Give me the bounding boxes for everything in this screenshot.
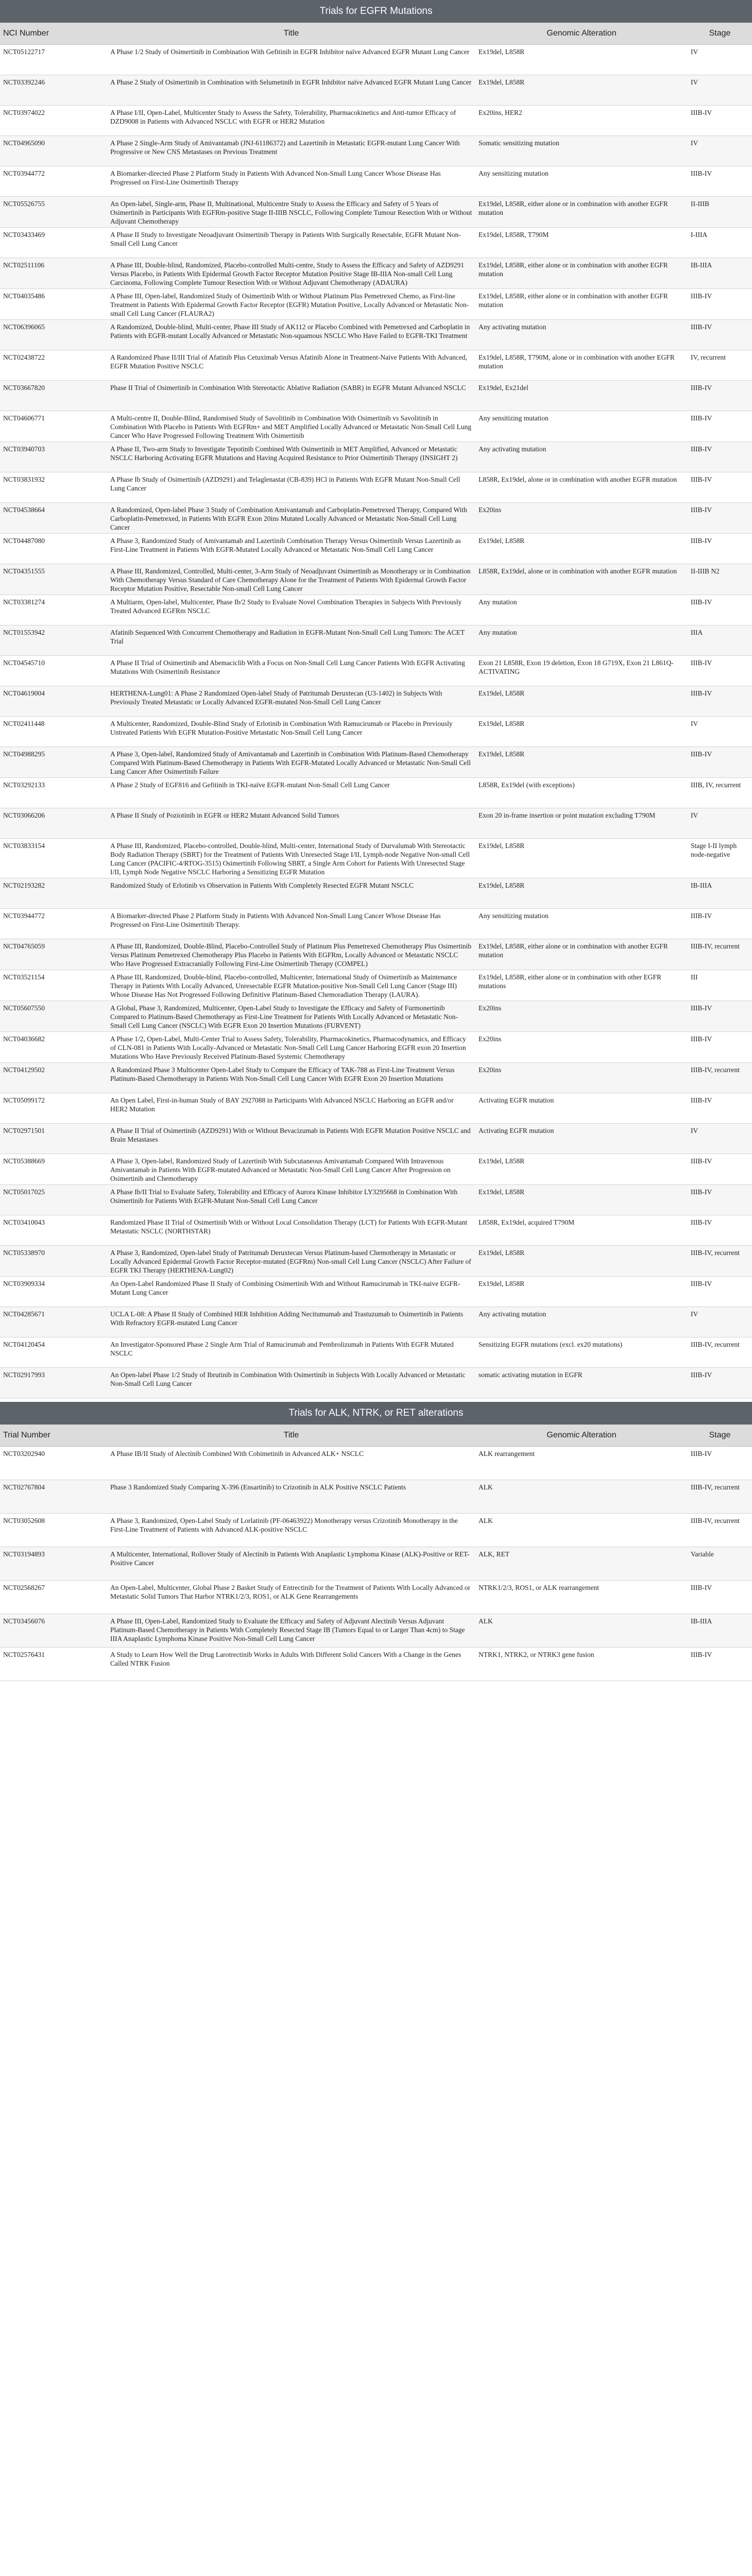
table-row [0, 1277, 752, 1307]
stage-cell: IIIA [688, 625, 752, 656]
trial-number-cell: NCT03521154 [0, 970, 107, 1001]
table-row [0, 136, 752, 166]
table-row [0, 1447, 752, 1480]
title-cell: A Randomized Phase II/III Trial of Afatinib Plus Cetuximab Versus Afatinib Alone in Treatment-Naive Patients With Advanced, EGFR Mutation Positive NSCLC [107, 350, 475, 381]
table-row [0, 350, 752, 381]
table-title-row [0, 1402, 752, 1425]
genomic-alteration-cell: Ex19del, L858R [475, 1246, 688, 1277]
stage-cell: IIIB-IV [688, 1581, 752, 1614]
genomic-alteration-cell: ALK [475, 1514, 688, 1547]
spacer [0, 1398, 752, 1402]
trial-number-cell: NCT04120454 [0, 1337, 107, 1368]
genomic-alteration-cell: Ex19del, L858R, either alone or in combination with another EGFR mutation [475, 197, 688, 228]
stage-cell: IIIB-IV, recurrent [688, 1246, 752, 1277]
stage-cell: IV [688, 1124, 752, 1154]
stage-cell: IIIB-IV [688, 595, 752, 625]
alk-ntrk-ret-trials-table [0, 1402, 752, 1681]
header-nci-number: NCI Number [0, 23, 107, 45]
header-stage: Stage [688, 1425, 752, 1447]
title-cell: An Open-label, Single-arm, Phase II, Multinational, Multicentre Study to Assess the Efficacy and Safety of 5 Years of Osimertinib in Participants With EGFRm-positive Stage II-IIIB NSCLC, Following Complete Tumour Resection With or Without Adjuvant Chemotherapy [107, 197, 475, 228]
title-cell: A Biomarker-directed Phase 2 Platform Study in Patients With Advanced Non-Small Lung Cancer Whose Disease Has Progressed on First-Line Osimertinib Therapy [107, 166, 475, 197]
column-header-row [0, 23, 752, 45]
genomic-alteration-cell: L858R, Ex19del, acquired T790M [475, 1215, 688, 1246]
genomic-alteration-cell: somatic activating mutation in EGFR [475, 1368, 688, 1398]
genomic-alteration-cell: Any activating mutation [475, 320, 688, 350]
stage-cell: IIIB-IV [688, 1185, 752, 1215]
stage-cell: IIIB-IV [688, 320, 752, 350]
trial-number-cell: NCT04487080 [0, 534, 107, 564]
table-row [0, 503, 752, 534]
trial-number-cell: NCT03833154 [0, 839, 107, 878]
trial-number-cell: NCT02576431 [0, 1648, 107, 1681]
table-row [0, 534, 752, 564]
genomic-alteration-cell: Ex19del, L858R, T790M [475, 228, 688, 258]
trial-number-cell: NCT02411448 [0, 717, 107, 747]
title-cell: A Phase I/II, Open-Label, Multicenter Study to Assess the Safety, Tolerability, Pharmacokinetics and Anti-tumor Efficacy of DZD9008 in Patients with Advanced NSCLC with EGFR or HER2 Mutation [107, 106, 475, 136]
trial-number-cell: NCT03667820 [0, 381, 107, 411]
title-cell: A Randomized, Double-blind, Multi-center, Phase III Study of AK112 or Placebo Combined with Pemetrexed and Carboplatin in Patients with EGFR-mutant Locally Advanced or Metastatic Non-squamous NSCLC Who Have Failed to EGFR-TKI Treatment [107, 320, 475, 350]
genomic-alteration-cell: L858R, Ex19del (with exceptions) [475, 778, 688, 808]
stage-cell: II-IIIB N2 [688, 564, 752, 595]
stage-cell: IIIB-IV [688, 1032, 752, 1063]
trial-number-cell: NCT03410043 [0, 1215, 107, 1246]
table-row [0, 939, 752, 970]
title-cell: A Phase 3, Open-label, Randomized Study of Amivantamab and Lazertinib in Combination With Platinum-Based Chemotherapy Compared With Platinum-Based Chemotherapy in Patients With EGFR-Mutated Locally Advanced or Metastatic Non-Small Cell Lung Cancer After Osimertinib Failure [107, 747, 475, 778]
stage-cell: IIIB-IV [688, 1648, 752, 1681]
table-row [0, 472, 752, 503]
table-row [0, 258, 752, 289]
stage-cell: IV [688, 808, 752, 839]
trial-number-cell: NCT03974022 [0, 106, 107, 136]
table-row [0, 442, 752, 472]
genomic-alteration-cell: ALK rearrangement [475, 1447, 688, 1480]
table-row [0, 381, 752, 411]
title-cell: A Randomized Phase 3 Multicenter Open-Label Study to Compare the Efficacy of TAK-788 as First-Line Treatment Versus Platinum-Based Chemotherapy in Patients With Non-Small Cell Lung Cancer With EGFR Exon 20 Insertion Mutations [107, 1063, 475, 1093]
table-row [0, 1614, 752, 1648]
stage-cell: IV [688, 717, 752, 747]
table-row [0, 625, 752, 656]
genomic-alteration-cell: Ex20ins [475, 1032, 688, 1063]
table-row [0, 1307, 752, 1337]
table-row [0, 1093, 752, 1124]
stage-cell: IIIB-IV [688, 106, 752, 136]
table-row [0, 1063, 752, 1093]
egfr-table-title: Trials for EGFR Mutations [0, 0, 752, 23]
genomic-alteration-cell: Ex19del, L858R [475, 878, 688, 909]
trial-number-cell: NCT03066206 [0, 808, 107, 839]
table-row [0, 106, 752, 136]
trial-number-cell: NCT04619004 [0, 686, 107, 717]
genomic-alteration-cell: Any mutation [475, 625, 688, 656]
genomic-alteration-cell: Ex19del, L858R [475, 534, 688, 564]
stage-cell: IIIB-IV [688, 381, 752, 411]
header-trial-number: Trial Number [0, 1425, 107, 1447]
stage-cell: I-IIIA [688, 228, 752, 258]
trial-number-cell: NCT04606771 [0, 411, 107, 442]
table-row [0, 747, 752, 778]
trial-number-cell: NCT03392246 [0, 75, 107, 106]
table-row [0, 1581, 752, 1614]
genomic-alteration-cell: Activating EGFR mutation [475, 1093, 688, 1124]
stage-cell: IIIB-IV [688, 1001, 752, 1032]
genomic-alteration-cell: Ex19del, L858R, either alone or in combination with another EGFR mutation [475, 289, 688, 320]
genomic-alteration-cell: L858R, Ex19del, alone or in combination with another EGFR mutation [475, 472, 688, 503]
title-cell: A Multicenter, Randomized, Double-Blind Study of Erlotinib in Combination With Ramucirumab or Placebo in Previously Untreated Patients With EGFR Mutation-Positive Metastatic Non-Small Cell Lung Cancer [107, 717, 475, 747]
stage-cell: IIIB-IV [688, 534, 752, 564]
table-row [0, 656, 752, 686]
stage-cell: IIIB-IV [688, 166, 752, 197]
title-cell: A Phase 2 Study of EGF816 and Gefitinib in TKI-naïve EGFR-mutant Non-Small Cell Lung Cancer [107, 778, 475, 808]
genomic-alteration-cell: Ex19del, L858R [475, 839, 688, 878]
title-cell: A Phase 2 Single-Arm Study of Amivantamab (JNJ-61186372) and Lazertinib in Metastatic EGFR-mutant Lung Cancer With Progressive or New CNS Metastases on Previous Treatment [107, 136, 475, 166]
stage-cell: IIIB-IV [688, 1215, 752, 1246]
stage-cell: IIIB-IV [688, 289, 752, 320]
genomic-alteration-cell: Ex19del, L858R [475, 45, 688, 75]
trial-number-cell: NCT04538664 [0, 503, 107, 534]
title-cell: A Phase 2 Study of Osimertinib in Combination with Selumetinib in EGFR Inhibitor naïve Advanced EGFR Mutant Lung Cancer [107, 75, 475, 106]
table-row [0, 717, 752, 747]
table-title-row [0, 0, 752, 23]
trial-number-cell: NCT02971501 [0, 1124, 107, 1154]
trial-number-cell: NCT03940703 [0, 442, 107, 472]
gap [0, 1398, 752, 1402]
trial-number-cell: NCT05607550 [0, 1001, 107, 1032]
stage-cell: IIIB-IV [688, 656, 752, 686]
table-row [0, 166, 752, 197]
title-cell: A Phase II Trial of Osimertinib (AZD9291) With or Without Bevacizumab in Patients With EGFR Mutation Positive NSCLC and Brain Metastases [107, 1124, 475, 1154]
genomic-alteration-cell: Ex19del, L858R [475, 1154, 688, 1185]
stage-cell: IIIB-IV, recurrent [688, 1514, 752, 1547]
header-genomic-alteration: Genomic Alteration [475, 23, 688, 45]
title-cell: A Phase Ib Study of Osimertinib (AZD9291) and Telaglenastat (CB-839) HCl in Patients With EGFR Mutant Non-Small Cell Lung Cancer [107, 472, 475, 503]
table-row [0, 45, 752, 75]
table-row [0, 1124, 752, 1154]
stage-cell: IV [688, 45, 752, 75]
trial-number-cell: NCT03194893 [0, 1547, 107, 1581]
title-cell: An Investigator-Sponsored Phase 2 Single Arm Trial of Ramucirumab and Pembrolizumab in Patients With EGFR Mutated NSCLC [107, 1337, 475, 1368]
table-row [0, 686, 752, 717]
genomic-alteration-cell: ALK [475, 1614, 688, 1648]
trial-number-cell: NCT04351555 [0, 564, 107, 595]
table-row [0, 595, 752, 625]
title-cell: Phase II Trial of Osimertinib in Combination With Stereotactic Ablative Radiation (SABR) in EGFR Mutant Advanced NSCLC [107, 381, 475, 411]
table-row [0, 197, 752, 228]
table-row [0, 1337, 752, 1368]
genomic-alteration-cell: L858R, Ex19del, alone or in combination with another EGFR mutation [475, 564, 688, 595]
stage-cell: III [688, 970, 752, 1001]
stage-cell: IIIB-IV [688, 442, 752, 472]
trial-number-cell: NCT05338970 [0, 1246, 107, 1277]
trial-number-cell: NCT01553942 [0, 625, 107, 656]
stage-cell: IV [688, 1307, 752, 1337]
genomic-alteration-cell: Ex19del, Ex21del [475, 381, 688, 411]
table-row [0, 564, 752, 595]
trial-number-cell: NCT05526755 [0, 197, 107, 228]
table-row [0, 909, 752, 939]
table-row [0, 878, 752, 909]
table-row [0, 1001, 752, 1032]
stage-cell: IIIB-IV [688, 909, 752, 939]
stage-cell: Variable [688, 1547, 752, 1581]
title-cell: Phase 3 Randomized Study Comparing X-396 (Ensartinib) to Crizotinib in ALK Positive NSCLC Patients [107, 1480, 475, 1514]
title-cell: A Phase III, Double-blind, Randomized, Placebo-controlled Multi-centre, Study to Assess the Efficacy and Safety of AZD9291 Versus Placebo, in Patients With Epidermal Growth Factor Receptor Mutation Positive Stage IB-IIIA Non-small Cell Lung Carcinoma, Following Complete Tumour Resection With or Without Adjuvant Chemotherapy (ADAURA) [107, 258, 475, 289]
trial-number-cell: NCT02568267 [0, 1581, 107, 1614]
stage-cell: IIIB-IV, recurrent [688, 1063, 752, 1093]
title-cell: A Multi-centre II, Double-Blind, Randomised Study of Savolitinib in Combination With Osimertinib vs Savolitinib in Combination With Placebo in Patients With EGFRm+ and MET Amplified Locally Advanced or Metastatic Non-Small Cell Lung Cancer Who Have Progressed Following Treatment With Osimertinib [107, 411, 475, 442]
title-cell: A Randomized, Open-label Phase 3 Study of Combination Amivantamab and Carboplatin-Pemetrexed Therapy, Compared With Carboplatin-Pemetrexed, in Patients With EGFR Exon 20ins Mutated Locally Advanced or Metastatic Non-Small Cell Lung Cancer [107, 503, 475, 534]
genomic-alteration-cell: Ex19del, L858R, either alone or in combination with other EGFR mutations [475, 970, 688, 1001]
stage-cell: IIIB-IV [688, 411, 752, 442]
stage-cell: IV [688, 136, 752, 166]
genomic-alteration-cell: Any sensitizing mutation [475, 166, 688, 197]
title-cell: Randomized Study of Erlotinib vs Observation in Patients With Completely Resected EGFR Mutant NSCLC [107, 878, 475, 909]
table-row [0, 411, 752, 442]
trial-number-cell: NCT03456076 [0, 1614, 107, 1648]
table-row [0, 1215, 752, 1246]
trial-number-cell: NCT04988295 [0, 747, 107, 778]
title-cell: A Multiarm, Open-label, Multicenter, Phase Ib/2 Study to Evaluate Novel Combination Therapies in Subjects With Previously Treated Advanced EGFRm NSCLC [107, 595, 475, 625]
trial-number-cell: NCT03292133 [0, 778, 107, 808]
title-cell: A Phase III, Randomized, Double-Blind, Placebo-Controlled Study of Platinum Plus Pemetrexed Chemotherapy Plus Osimertinib Versus Platinum Pemetrexed Chemotherapy Plus Placebo in Patients With EGFRm, Locally Advanced or Metastatic NSCLC Who Have Progressed Extracranially Following First-Line Osimertinib Therapy (COMPEL) [107, 939, 475, 970]
stage-cell: IIIB-IV [688, 1093, 752, 1124]
title-cell: A Study to Learn How Well the Drug Larotrectinib Works in Adults With Different Solid Cancers With a Change in the Genes Called NTRK Fusion [107, 1648, 475, 1681]
trial-number-cell: NCT02917993 [0, 1368, 107, 1398]
stage-cell: IIIB-IV, recurrent [688, 939, 752, 970]
genomic-alteration-cell: Any sensitizing mutation [475, 411, 688, 442]
stage-cell: IB-IIIA [688, 258, 752, 289]
title-cell: An Open-label Phase 1/2 Study of Ibrutinib in Combination With Osimertinib in Subjects With Locally Advanced or Metastatic Non-Small Cell Lung Cancer [107, 1368, 475, 1398]
trial-number-cell: NCT02767804 [0, 1480, 107, 1514]
genomic-alteration-cell: Ex20ins, HER2 [475, 106, 688, 136]
genomic-alteration-cell: Ex20ins [475, 503, 688, 534]
header-title: Title [107, 23, 475, 45]
stage-cell: Stage I-II lymph node-negative [688, 839, 752, 878]
title-cell: A Global, Phase 3, Randomized, Multicenter, Open-Label Study to Investigate the Efficacy and Safety of Furmonertinib Compared to Platinum-Based Chemotherapy as First-Line Treatment for Patients With Locally Advanced or Metastatic Non-Small Cell Lung Cancer (NSCLC) With EGFR Exon 20 Insertion Mutations (FURVENT) [107, 1001, 475, 1032]
genomic-alteration-cell: Ex19del, L858R, T790M, alone or in combination with another EGFR mutation [475, 350, 688, 381]
table-row [0, 1514, 752, 1547]
title-cell: A Phase III, Randomized, Double-blind, Placebo-controlled, Multicenter, International Study of Osimertinib as Maintenance Therapy in Patients With Locally Advanced, Unresectable EGFR Mutation-positive Non-Small Cell Lung Cancer (Stage III) Whose Disease Has Not Progressed Following Definitive Platinum-Based Chemoradiation Therapy (LAURA). [107, 970, 475, 1001]
title-cell: An Open-Label Randomized Phase II Study of Combining Osimertinib With and Without Ramucirumab in TKI-naive EGFR-Mutant Lung Cancer [107, 1277, 475, 1307]
table-row [0, 1368, 752, 1398]
table-row [0, 970, 752, 1001]
title-cell: A Multicenter, International, Rollover Study of Alectinib in Patients With Anaplastic Lymphoma Kinase (ALK)-Positive or RET-Positive Cancer [107, 1547, 475, 1581]
genomic-alteration-cell: Ex19del, L858R [475, 747, 688, 778]
trial-number-cell: NCT04965090 [0, 136, 107, 166]
genomic-alteration-cell: Ex19del, L858R [475, 1277, 688, 1307]
alk-table-title: Trials for ALK, NTRK, or RET alterations [0, 1402, 752, 1425]
stage-cell: IV, recurrent [688, 350, 752, 381]
trial-number-cell: NCT03052608 [0, 1514, 107, 1547]
table-row [0, 1547, 752, 1581]
title-cell: A Phase 3, Randomized, Open-label Study of Patritumab Deruxtecan Versus Platinum-based Chemotherapy in Metastatic or Locally Advanced Epidermal Growth Factor Receptor-mutated (EGFRm) Non-small Cell Lung Cancer (NSCLC) After Failure of EGFR TKI Therapy (HERTHENA-Lung02) [107, 1246, 475, 1277]
stage-cell: II-IIIB [688, 197, 752, 228]
genomic-alteration-cell: Activating EGFR mutation [475, 1124, 688, 1154]
title-cell: Afatinib Sequenced With Concurrent Chemotherapy and Radiation in EGFR-Mutant Non-Small Cell Lung Tumors: The ACET Trial [107, 625, 475, 656]
alk-table-body [0, 1447, 752, 1681]
genomic-alteration-cell: ALK, RET [475, 1547, 688, 1581]
title-cell: A Phase III, Randomized, Controlled, Multi-center, 3-Arm Study of Neoadjuvant Osimertinib as Monotherapy or in Combination With Chemotherapy Versus Standard of Care Chemotherapy Alone for the Treatment of Patients With Epidermal Growth Factor Receptor Mutation Positive, Resectable Non-small Cell Lung Cancer [107, 564, 475, 595]
trial-number-cell: NCT06396065 [0, 320, 107, 350]
title-cell: A Phase 3, Randomized, Open-Label Study of Lorlatinib (PF-06463922) Monotherapy versus Crizotinib Monotherapy in the First-Line Treatment of Patients with Advanced ALK-positive NSCLC [107, 1514, 475, 1547]
trial-number-cell: NCT03381274 [0, 595, 107, 625]
stage-cell: IIIB-IV [688, 503, 752, 534]
trial-number-cell: NCT05388669 [0, 1154, 107, 1185]
header-genomic-alteration: Genomic Alteration [475, 1425, 688, 1447]
table-row [0, 1032, 752, 1063]
genomic-alteration-cell: Ex19del, L858R, either alone or in combination with another EGFR mutation [475, 939, 688, 970]
stage-cell: IB-IIIA [688, 878, 752, 909]
stage-cell: IIIB-IV [688, 686, 752, 717]
header-stage: Stage [688, 23, 752, 45]
trial-number-cell: NCT03944772 [0, 166, 107, 197]
header-title: Title [107, 1425, 475, 1447]
title-cell: A Phase II Trial of Osimertinib and Abemaciclib With a Focus on Non-Small Cell Lung Cancer Patients With EGFR Activating Mutations With Osimertinib Resistance [107, 656, 475, 686]
title-cell: A Phase Ib/II Trial to Evaluate Safety, Tolerability and Efficacy of Aurora Kinase Inhibitor LY3295668 in Combination With Osimertinib for Patients With EGFR-Mutant Non-Small Cell Lung Cancer [107, 1185, 475, 1215]
table-row [0, 320, 752, 350]
genomic-alteration-cell: Any mutation [475, 595, 688, 625]
trial-number-cell: NCT03909334 [0, 1277, 107, 1307]
genomic-alteration-cell: Ex19del, L858R, either alone or in combination with another EGFR mutation [475, 258, 688, 289]
title-cell: A Phase 3, Open-label, Randomized Study of Lazertinib With Subcutaneous Amivantamab Compared With Intravenous Amivantamab in Patients With EGFR-mutated Advanced or Metastatic Non-Small Cell Lung Cancer After Progression on Osimertinib and Chemotherapy [107, 1154, 475, 1185]
title-cell: HERTHENA-Lung01: A Phase 2 Randomized Open-label Study of Patritumab Deruxtecan (U3-1402) in Subjects With Previously Treated Metastatic or Locally Advanced EGFR-mutated Non-Small Cell Lung Cancer [107, 686, 475, 717]
table-row [0, 1154, 752, 1185]
trial-number-cell: NCT04545710 [0, 656, 107, 686]
stage-cell: IIIB-IV [688, 1277, 752, 1307]
trial-number-cell: NCT03433469 [0, 228, 107, 258]
title-cell: An Open-Label, Multicenter, Global Phase 2 Basket Study of Entrectinib for the Treatment of Patients With Locally Advanced or Metastatic Solid Tumors That Harbor NTRK1/2/3, ROS1, or ALK Gene Rearrangements [107, 1581, 475, 1614]
title-cell: A Phase II, Two-arm Study to Investigate Tepotinib Combined With Osimertinib in MET Amplified, Advanced or Metastatic NSCLC Harboring Activating EGFR Mutations and Having Acquired Resistance to Prior Osimertinib Therapy (INSIGHT 2) [107, 442, 475, 472]
title-cell: An Open Label, First-in-human Study of BAY 2927088 in Participants With Advanced NSCLC Harboring an EGFR and/or HER2 Mutation [107, 1093, 475, 1124]
title-cell: A Phase III, Open-label, Randomized Study of Osimertinib With or Without Platinum Plus Pemetrexed Chemo, as First-line Treatment in Patients With Epidermal Growth Factor Receptor (EGFR) Mutation Positive, Locally Advanced or Metastatic Non-small Cell Lung Cancer (FLAURA2) [107, 289, 475, 320]
title-cell: A Phase II Study of Poziotinib in EGFR or HER2 Mutant Advanced Solid Tumors [107, 808, 475, 839]
title-cell: A Phase 3, Randomized Study of Amivantamab and Lazertinib Combination Therapy Versus Osimertinib Versus Lazertinib as First-Line Treatment in Patients With EGFR-Mutated Locally Advanced or Metastatic Non-Small Cell Lung Cancer [107, 534, 475, 564]
table-row [0, 75, 752, 106]
table-row [0, 1480, 752, 1514]
genomic-alteration-cell: Ex19del, L858R [475, 1185, 688, 1215]
trial-number-cell: NCT04765059 [0, 939, 107, 970]
stage-cell: IIIB-IV [688, 472, 752, 503]
title-cell: Randomized Phase II Trial of Osimertinib With or Without Local Consolidation Therapy (LCT) for Patients With EGFR-Mutant Metastatic NSCLC (NORTHSTAR) [107, 1215, 475, 1246]
genomic-alteration-cell: Ex20ins [475, 1001, 688, 1032]
trial-number-cell: NCT04035486 [0, 289, 107, 320]
title-cell: A Phase IB/II Study of Alectinib Combined With Cobimetinib in Advanced ALK+ NSCLC [107, 1447, 475, 1480]
table-row [0, 778, 752, 808]
trial-number-cell: NCT03944772 [0, 909, 107, 939]
table-row [0, 1648, 752, 1681]
title-cell: A Phase III, Randomized, Placebo-controlled, Double-blind, Multi-center, International Study of Durvalumab With Stereotactic Body Radiation Therapy (SBRT) for the Treatment of Patients With Unresected Stage I/II, Lymph-node Negative Non-small Cell Lung Cancer (PACIFIC-4/RTOG-3515) Osimertinib Following SBRT, a Single Arm Cohort for Patients With Unresected Stage I/II, Lymph Node Negative NSCLC Harboring a Sensitizing EGFR Mutation [107, 839, 475, 878]
genomic-alteration-cell: Ex19del, L858R [475, 75, 688, 106]
genomic-alteration-cell: Any sensitizing mutation [475, 909, 688, 939]
stage-cell: IB-IIIA [688, 1614, 752, 1648]
genomic-alteration-cell: Ex19del, L858R [475, 686, 688, 717]
genomic-alteration-cell: ALK [475, 1480, 688, 1514]
stage-cell: IIIB-IV, recurrent [688, 1337, 752, 1368]
trial-number-cell: NCT03831932 [0, 472, 107, 503]
trial-number-cell: NCT05099172 [0, 1093, 107, 1124]
table-row [0, 1246, 752, 1277]
trial-number-cell: NCT04129502 [0, 1063, 107, 1093]
genomic-alteration-cell: NTRK1, NTRK2, or NTRK3 gene fusion [475, 1648, 688, 1681]
trial-number-cell: NCT02511106 [0, 258, 107, 289]
genomic-alteration-cell: Sensitizing EGFR mutations (excl. ex20 mutations) [475, 1337, 688, 1368]
title-cell: A Biomarker-directed Phase 2 Platform Study in Patients With Advanced Non-Small Lung Cancer Whose Disease Has Progressed on First-Line Osimertinib Therapy. [107, 909, 475, 939]
title-cell: A Phase 1/2 Study of Osimertinib in Combination With Gefitinib in EGFR Inhibitor naïve Advanced EGFR Mutant Lung Cancer [107, 45, 475, 75]
genomic-alteration-cell: Any activating mutation [475, 1307, 688, 1337]
stage-cell: IIIB-IV [688, 1368, 752, 1398]
stage-cell: IIIB-IV, recurrent [688, 1480, 752, 1514]
trial-number-cell: NCT02438722 [0, 350, 107, 381]
trial-number-cell: NCT03202940 [0, 1447, 107, 1480]
table-row [0, 228, 752, 258]
genomic-alteration-cell: Ex19del, L858R [475, 717, 688, 747]
stage-cell: IIIB-IV [688, 747, 752, 778]
title-cell: UCLA L-08: A Phase II Study of Combined HER Inhibition Adding Necitumumab and Trastuzumab to Osimertinib in Patients With Refractory EGFR-mutated Lung Cancer [107, 1307, 475, 1337]
genomic-alteration-cell: Exon 20 in-frame insertion or point mutation excluding T790M [475, 808, 688, 839]
title-cell: A Phase 1/2, Open-Label, Multi-Center Trial to Assess Safety, Tolerability, Pharmacokinetics, Pharmacodynamics, and Efficacy of CLN-081 in Patients With Locally-Advanced or Metastatic Non-Small Cell Lung Cancer Harboring EGFR exon 20 Insertion Mutations Who Have Previously Received Platinum-Based Systemic Chemotherapy [107, 1032, 475, 1063]
egfr-table-body [0, 45, 752, 1398]
trial-number-cell: NCT04036682 [0, 1032, 107, 1063]
table-row [0, 839, 752, 878]
stage-cell: IIIB, IV, recurrent [688, 778, 752, 808]
genomic-alteration-cell: NTRK1/2/3, ROS1, or ALK rearrangement [475, 1581, 688, 1614]
genomic-alteration-cell: Somatic sensitizing mutation [475, 136, 688, 166]
stage-cell: IIIB-IV [688, 1447, 752, 1480]
column-header-row [0, 1425, 752, 1447]
trial-number-cell: NCT02193282 [0, 878, 107, 909]
table-row [0, 808, 752, 839]
genomic-alteration-cell: Ex20ins [475, 1063, 688, 1093]
genomic-alteration-cell: Any activating mutation [475, 442, 688, 472]
trial-number-cell: NCT05017025 [0, 1185, 107, 1215]
trial-number-cell: NCT05122717 [0, 45, 107, 75]
genomic-alteration-cell: Exon 21 L858R, Exon 19 deletion, Exon 18 G719X, Exon 21 L861Q-ACTIVATING [475, 656, 688, 686]
table-row [0, 1185, 752, 1215]
title-cell: A Phase II Study to Investigate Neoadjuvant Osimertinib Therapy in Patients With Surgically Resectable, EGFR Mutant Non-Small Cell Lung Cancer [107, 228, 475, 258]
trial-number-cell: NCT04285671 [0, 1307, 107, 1337]
stage-cell: IV [688, 75, 752, 106]
stage-cell: IIIB-IV [688, 1154, 752, 1185]
title-cell: A Phase III, Open-Label, Randomized Study to Evaluate the Efficacy and Safety of Adjuvant Alectinib Versus Adjuvant Platinum-Based Chemotherapy in Patients With Completely Resected Stage IB (Tumors Equal to or Larger Than 4cm) to Stage IIIA Anaplastic Lymphoma Kinase Positive Non-Small Cell Lung Cancer [107, 1614, 475, 1648]
table-row [0, 289, 752, 320]
